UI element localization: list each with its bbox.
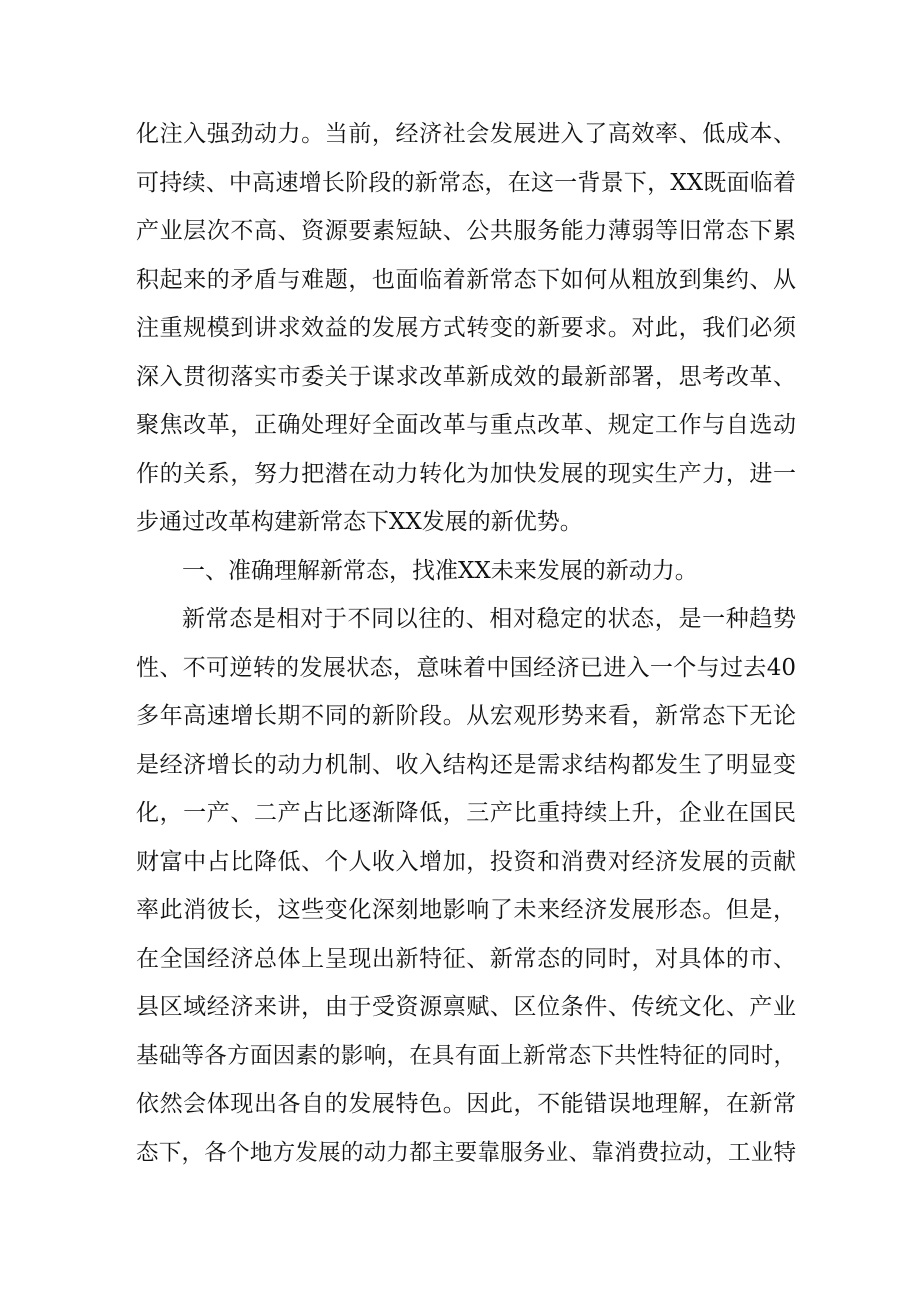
text-line: 率此消彼长，这些变化深刻地影响了未来经济发展形态。但是，: [136, 897, 796, 923]
text-line: 态下，各个地方发展的动力都主要靠服务业、靠消费拉动，工业特: [136, 1139, 796, 1166]
text-line: 可持续、中高速增长阶段的新常态，在这一背景下，XX既面临着: [136, 169, 796, 196]
text-line: 产业层次不高、资源要素短缺、公共服务能力薄弱等旧常态下累: [136, 218, 796, 244]
text-line: 积起来的矛盾与难题，也面临着新常态下如何从粗放到集约、从: [136, 266, 796, 293]
text-line: 一、准确理解新常态，找准XX未来发展的新动力。: [182, 557, 698, 584]
text-line: 注重规模到讲求效益的发展方式转变的新要求。对此，我们必须: [136, 315, 796, 341]
text-line: 作的关系，努力把潜在动力转化为加快发展的现实生产力，进一: [136, 460, 796, 487]
text-line: 多年高速增长期不同的新阶段。从宏观形势来看，新常态下无论: [136, 703, 796, 729]
text-line: 化，一产、二产占比逐渐降低，三产比重持续上升，企业在国民: [136, 800, 796, 826]
text-line: 深入贯彻落实市委关于谋求改革新成效的最新部署，思考改革、: [136, 363, 796, 390]
text-line: 县区域经济来讲，由于受资源禀赋、区位条件、传统文化、产业: [136, 994, 796, 1020]
text-line: 依然会体现出各自的发展特色。因此，不能错误地理解，在新常: [136, 1091, 796, 1117]
text-line: 步通过改革构建新常态下XX发展的新优势。: [136, 509, 583, 535]
text-line: 化注入强劲动力。当前，经济社会发展进入了高效率、低成本、: [136, 121, 796, 147]
text-line: 聚焦改革，正确处理好全面改革与重点改革、规定工作与自选动: [136, 412, 796, 438]
document-body: [136, 110, 796, 1177]
text-line: 财富中占比降低、个人收入增加，投资和消费对经济发展的贡献: [136, 848, 796, 875]
text-line: 在全国经济总体上呈现出新特征、新常态的同时，对具体的市、: [136, 945, 796, 972]
text-line: 基础等各方面因素的影响，在具有面上新常态下共性特征的同时，: [136, 1042, 796, 1069]
text-line: 是经济增长的动力机制、收入结构还是需求结构都发生了明显变: [136, 751, 796, 778]
text-line: 性、不可逆转的发展状态，意味着中国经济已进入一个与过去40: [136, 654, 796, 681]
text-line: 新常态是相对于不同以往的、相对稳定的状态，是一种趋势: [182, 606, 796, 632]
